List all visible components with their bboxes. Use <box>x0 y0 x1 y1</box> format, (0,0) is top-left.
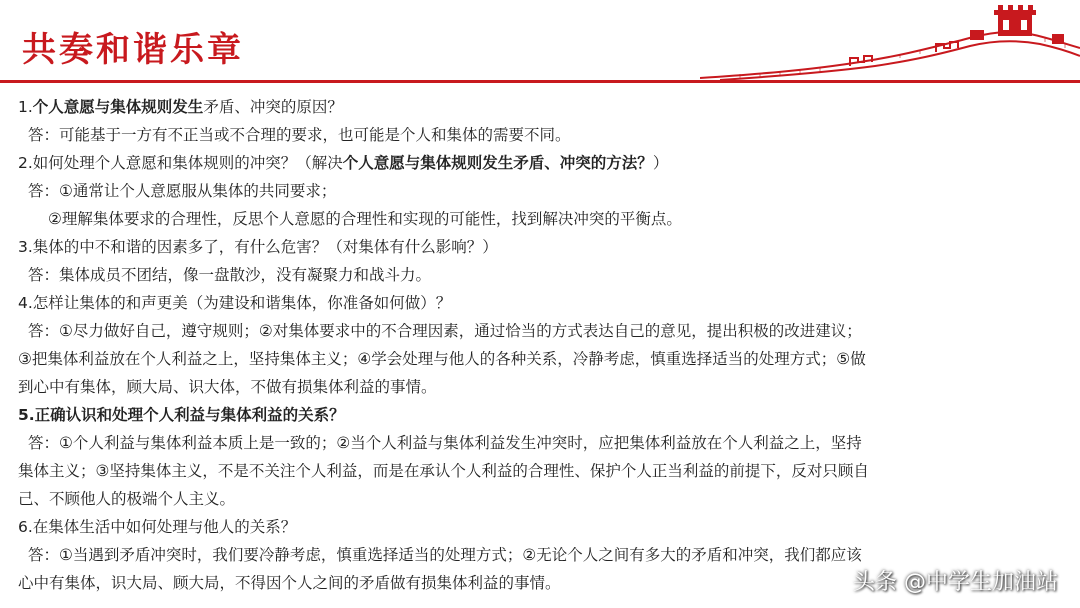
question-4: 4.怎样让集体的和声更美（为建设和谐集体，你准备如何做）？ <box>18 294 452 312</box>
question-text: ） <box>652 154 669 172</box>
question-1 <box>18 93 1068 121</box>
answer-5-line-1: 答：①个人利益与集体利益本质上是一致的；②当个人利益与集体利益发生冲突时，应把集体利益放在个人利益之上，坚持 <box>28 434 862 452</box>
answer-2-part-1: 答：①通常让个人意愿服从集体的共同要求； <box>28 182 337 200</box>
question-6: 6.在集体生活中如何处理与他人的关系？ <box>18 518 297 536</box>
answer-3: 答：集体成员不团结，像一盘散沙，没有凝聚力和战斗力。 <box>28 266 432 284</box>
page-title: 共奏和谐乐章 <box>22 30 244 70</box>
header-rule <box>0 80 1080 83</box>
answer-2-part-2: ②理解集体要求的合理性，反思个人意愿的合理性和实现的可能性，找到解决冲突的平衡点。 <box>48 210 682 228</box>
question-text: 2.如何处理个人意愿和集体规则的冲突？（解决 <box>18 154 343 172</box>
answer-1: 答：可能基于一方有不正当或不合理的要求，也可能是个人和集体的需要不同。 <box>28 126 571 144</box>
question-2 <box>18 149 1068 177</box>
answer-6-line-1: 答：①当遇到矛盾冲突时，我们要冷静考虑，慎重选择适当的处理方式；②无论个人之间有多大的矛盾和冲突，我们都应该 <box>28 546 862 564</box>
question-3: 3.集体的中不和谐的因素多了，有什么危害？（对集体有什么影响？） <box>18 238 498 256</box>
bold-text: 个人意愿与集体规则发生 <box>32 98 204 116</box>
question-text: 矛盾、冲突的原因？ <box>203 98 343 116</box>
answer-4-line-1: 答：①尽力做好自己，遵守规则；②对集体要求中的不合理因素，通过恰当的方式表达自己的意见，提出积极的改进建议； <box>28 322 862 340</box>
answer-4-line-3: 到心中有集体，顾大局、识大体，不做有损集体利益的事情。 <box>18 378 437 396</box>
great-wall-icon <box>700 4 1080 82</box>
header <box>0 0 1080 88</box>
question-number: 1. <box>18 98 33 116</box>
qa-content <box>18 93 1068 597</box>
question-5: 5.正确认识和处理个人利益与集体利益的关系？ <box>18 406 345 424</box>
answer-5-line-2: 集体主义；③坚持集体主义，不是不关注个人利益，而是在承认个人利益的合理性、保护个人正当利益的前提下，反对只顾自 <box>18 462 869 480</box>
bold-text: 个人意愿与集体规则发生矛盾、冲突的方法？ <box>342 154 653 172</box>
answer-6-line-2: 心中有集体，识大局、顾大局，不得因个人之间的矛盾做有损集体利益的事情。 <box>18 574 561 592</box>
answer-4-line-2: ③把集体利益放在个人利益之上，坚持集体主义；④学会处理与他人的各种关系，冷静考虑，慎重选择适当的处理方式；⑤做 <box>18 350 866 368</box>
watermark: 头条 @中学生加油站 <box>853 570 1058 595</box>
answer-5-line-3: 己、不顾他人的极端个人主义。 <box>18 490 236 508</box>
